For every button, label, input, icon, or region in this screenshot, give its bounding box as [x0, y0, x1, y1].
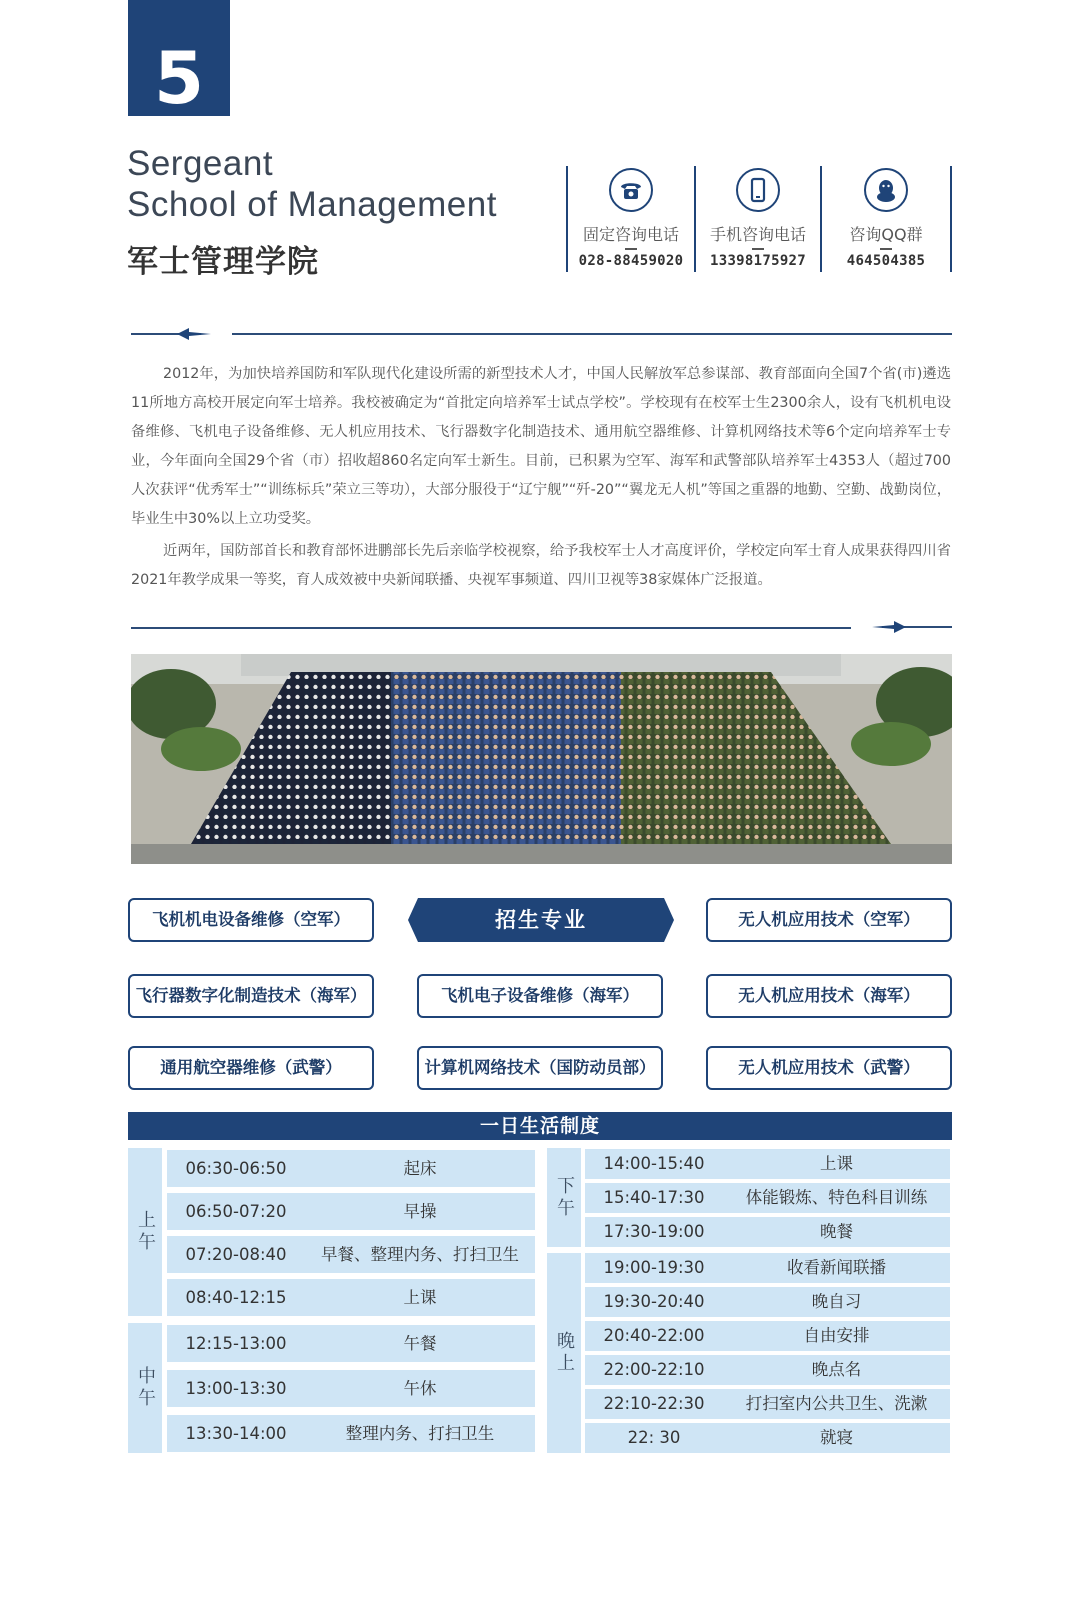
schedule-time: 15:40-17:30: [603, 1188, 705, 1207]
period-label: 晚上: [554, 1331, 575, 1375]
schedule-row: [167, 1279, 535, 1316]
schedule-row: [167, 1150, 535, 1187]
schedule-time: 12:15-13:00: [185, 1334, 287, 1353]
major-item: 通用航空器维修（武警）: [128, 1046, 374, 1090]
schedule-activity: 起床: [403, 1159, 437, 1178]
major-item: 飞行器数字化制造技术（海军）: [128, 974, 374, 1018]
schedule-row: [167, 1325, 535, 1362]
contact-panel: [566, 166, 952, 274]
major-item: 无人机应用技术（空军）: [706, 898, 952, 942]
schedule-time: 07:20-08:40: [185, 1245, 287, 1264]
title-chinese: 军士管理学院: [127, 244, 319, 280]
schedule-row: [167, 1193, 535, 1230]
schedule-row: [585, 1389, 950, 1419]
schedule-activity: 就寝: [820, 1428, 853, 1447]
schedule-activity: 打扫室内公共卫生、洗漱: [745, 1394, 928, 1413]
intro-paragraph-2: 近两年，国防部首长和教育部怀进鹏部长先后亲临学校视察，给予我校军士人才高度评价，学校定向军士育人成果获得四川省2021年教学成果一等奖，育人成效被中央新闻联播、央视军事频道、四川卫视等38家媒体广泛报道。: [131, 543, 951, 588]
contact-value[interactable]: 464504385: [846, 253, 926, 269]
contact-label: 咨询QQ群: [849, 225, 923, 244]
schedule-activity: 早操: [403, 1202, 437, 1221]
schedule-row: [585, 1149, 950, 1179]
telephone-icon: [609, 168, 653, 212]
schedule-activity: 上课: [403, 1288, 437, 1307]
major-item: 无人机应用技术（武警）: [706, 1046, 952, 1090]
schedule-activity: 晚餐: [820, 1222, 853, 1241]
schedule-row: [585, 1253, 950, 1283]
period-morning: [128, 1148, 162, 1316]
schedule-row: [585, 1183, 950, 1213]
schedule-activity: 上课: [820, 1154, 853, 1173]
contact-value[interactable]: 13398175927: [709, 253, 807, 269]
major-item: 计算机网络技术（国防动员部）: [417, 1046, 663, 1090]
contact-label: 手机咨询电话: [709, 225, 806, 244]
period-noon: [128, 1323, 162, 1453]
schedule-row: [585, 1287, 950, 1317]
schedule-time: 06:30-06:50: [185, 1159, 287, 1178]
contact-label: 固定咨询电话: [582, 225, 679, 244]
schedule-time: 14:00-15:40: [603, 1154, 705, 1173]
divider: [880, 248, 892, 250]
schedule-row: [585, 1321, 950, 1351]
airplane-icon: [131, 324, 215, 344]
schedule-activity: 早餐、整理内务、打扫卫生: [321, 1245, 519, 1264]
intro-paragraph: 2012年，为加快培养国防和军队现代化建设所需的新型技术人才，中国人民解放军总参谋部、教育部面向全国7个省(市)遴选11所地方高校开展定向军士培养。我校被确定为“首批定向培养军士试点学校”。学校现有在校军士生2300余人，设有飞机机电设备维修、飞机电子设备维修、无人机应用技术、飞行器数字化制造技术、通用航空器维修、计算机网络技术等6个定向培养军士专业，今年面向全国29个省（市）招收超860名定向军士新生。目前，已积累为空军、海军和武警部队培养军士4353人（超过700人次获评“优秀军士”“训练标兵”荣立三等功），大部分服役于“辽宁舰”“歼-20”“翼龙无人机”等国之重器的地勤、空勤、战勤岗位，毕业生中30%以上立功受奖。: [131, 366, 951, 527]
schedule-row: [585, 1355, 950, 1385]
schedule-time: 22:10-22:30: [603, 1394, 705, 1413]
mobile-phone-icon: [736, 168, 780, 212]
schedule-activity: 收看新闻联播: [787, 1258, 886, 1277]
schedule-time: 22: 30: [627, 1428, 681, 1447]
major-item: 无人机应用技术（海军）: [706, 974, 952, 1018]
divider: [566, 166, 568, 272]
title-english-line2: School of Management: [127, 185, 497, 224]
divider: [131, 627, 851, 629]
divider: [950, 166, 952, 272]
divider: [820, 166, 822, 272]
period-label: 下午: [554, 1175, 575, 1220]
schedule-time: 13:00-13:30: [185, 1379, 287, 1398]
schedule-activity: 晚点名: [811, 1360, 862, 1379]
qq-icon: [864, 168, 908, 212]
majors-heading-label: 招生专业: [495, 908, 587, 932]
title-english-line1: Sergeant: [127, 144, 274, 183]
contact-landline: [569, 166, 693, 269]
schedule-time: 19:30-20:40: [603, 1292, 705, 1311]
contact-qq: [824, 166, 948, 269]
divider: [232, 333, 952, 335]
major-item: 飞机电子设备维修（海军）: [417, 974, 663, 1018]
schedule-time: 19:00-19:30: [603, 1258, 705, 1277]
period-evening: [547, 1253, 581, 1453]
schedule-activity: 午餐: [403, 1334, 437, 1353]
group-photo: [131, 654, 952, 864]
page-number-badge: 5: [128, 0, 230, 116]
divider: [625, 248, 637, 250]
contact-mobile: [696, 166, 820, 269]
schedule-time: 06:50-07:20: [185, 1202, 287, 1221]
contact-value[interactable]: 028-88459020: [578, 253, 684, 269]
schedule-activity: 整理内务、打扫卫生: [345, 1424, 495, 1443]
major-item: 飞机机电设备维修（空军）: [128, 898, 374, 942]
schedule-time: 08:40-12:15: [185, 1288, 287, 1307]
title-english: [127, 143, 497, 225]
schedule-activity: 体能锻炼、特色科目训练: [745, 1188, 928, 1207]
schedule-row: [585, 1423, 950, 1453]
majors-heading: [408, 898, 674, 942]
airplane-icon: [868, 617, 952, 637]
schedule-activity: 自由安排: [803, 1326, 870, 1345]
schedule-row: [585, 1217, 950, 1247]
period-afternoon: [547, 1148, 581, 1247]
period-label: 中午: [135, 1366, 156, 1410]
schedule-time: 17:30-19:00: [603, 1222, 705, 1241]
schedule-time: 20:40-22:00: [603, 1326, 705, 1345]
schedule-row: [167, 1370, 535, 1407]
schedule-time: 22:00-22:10: [603, 1360, 705, 1379]
divider: [752, 248, 764, 250]
schedule-time: 13:30-14:00: [185, 1424, 287, 1443]
period-label: 上午: [135, 1210, 156, 1254]
schedule-activity: 晚自习: [811, 1292, 862, 1311]
schedule-activity: 午休: [403, 1379, 437, 1398]
schedule-row: [167, 1415, 535, 1452]
schedule-row: [167, 1236, 535, 1273]
schedule-title: 一日生活制度: [128, 1112, 952, 1140]
